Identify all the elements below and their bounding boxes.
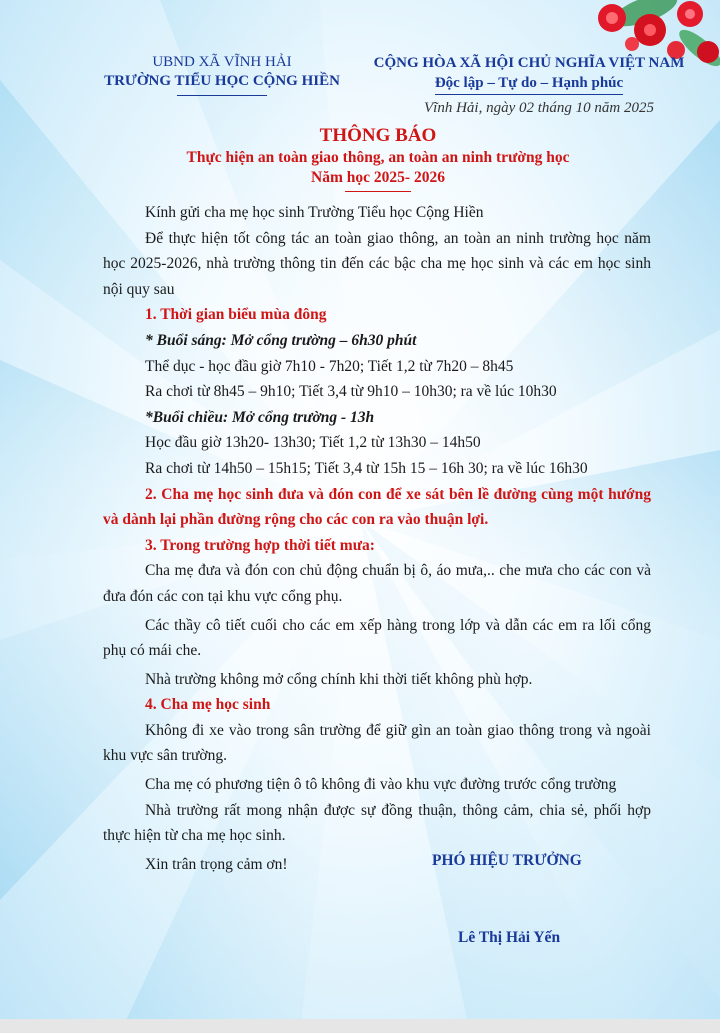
notice-title: THÔNG BÁO [319,125,437,146]
afternoon-heading: *Buổi chiều: Mở cổng trường - 13h [145,408,375,426]
section-4-heading: 4. Cha mẹ học sinh [145,696,271,714]
notice-body [103,200,651,877]
title-block [0,124,720,192]
section-2-heading: 2. Cha mẹ học sinh đưa và đón con để xe sát bên lề đường cùng một hướng và dành lại phần đường rộng cho các con ra vào thuận lợi. [103,485,651,529]
section-3-paragraph-2: Các thầy cô tiết cuối cho các em xếp hàng trong lớp và dẫn các em ra lối cổng phụ có mái che. [103,616,651,660]
nation-name: CỘNG HÒA XÃ HỘI CHỦ NGHĨA VIỆT NAM [373,55,685,71]
authority-name: UBND XÃ VĨNH HẢI [152,54,292,70]
morning-line-2: Ra chơi từ 8h45 – 9h10; Tiết 3,4 từ 9h10 – 10h30; ra về lúc 10h30 [145,383,557,401]
school-year: Năm học 2025- 2026 [311,169,445,186]
morning-line-1: Thể dục - học đầu giờ 7h10 - 7h20; Tiết 1,2 từ 7h20 – 8h45 [145,357,514,375]
school-name: TRƯỜNG TIỂU HỌC CỘNG HIỀN [104,73,340,89]
intro-paragraph: Để thực hiện tốt công tác an toàn giao thông, an toàn an ninh trường học năm học 2025-2026, nhà trường thông tin đến các bậc cha mẹ học sinh và các em học sinh nội quy sau [103,229,651,298]
signatory-name: Lê Thị Hải Yến [458,929,561,946]
issue-date: Vĩnh Hải, ngày 02 tháng 10 năm 2025 [424,100,654,116]
section-3-heading: 3. Trong trường hợp thời tiết mưa: [145,536,375,554]
morning-heading: * Buổi sáng: Mở cổng trường – 6h30 phút [145,331,417,349]
title-underline [345,191,411,192]
signatory-title: PHÓ HIỆU TRƯỞNG [432,852,582,869]
greeting: Kính gửi cha mẹ học sinh Trường Tiểu học Cộng Hiền [145,204,484,221]
section-3-paragraph-3: Nhà trường không mở cổng chính khi thời tiết không phù hợp. [145,670,533,688]
section-1-heading: 1. Thời gian biểu mùa đông [145,306,327,324]
header-left [92,53,352,96]
header-right [356,53,702,95]
afternoon-line-2: Ra chơi từ 14h50 – 15h15; Tiết 3,4 từ 15h 15 – 16h 30; ra về lúc 16h30 [145,459,588,477]
section-3-paragraph-1: Cha mẹ đưa và đón con chủ động chuẩn bị ô, áo mưa,.. che mưa cho các con và đưa đón các con tại khu vực cổng phụ. [103,562,651,605]
header-left-underline [177,95,267,96]
notice-subtitle: Thực hiện an toàn giao thông, an toàn an ninh trường học [186,149,570,166]
afternoon-line-1: Học đầu giờ 13h20- 13h30; Tiết 1,2 từ 13h30 – 14h50 [145,434,481,452]
section-4-paragraph-2: Cha mẹ có phương tiện ô tô không đi vào khu vực đường trước cổng trường [145,776,617,794]
closing-line: Xin trân trọng cảm ơn! [145,855,288,873]
section-4-paragraph-3: Nhà trường rất mong nhận được sự đồng thuận, thông cảm, chia sẻ, phối hợp thực hiện từ cha mẹ học sinh. [103,801,651,845]
section-4-paragraph-1: Không đi xe vào trong sân trường để giữ gìn an toàn giao thông trong và ngoài khu vực sân trường. [103,721,651,765]
national-motto: Độc lập – Tự do – Hạnh phúc [435,73,623,95]
